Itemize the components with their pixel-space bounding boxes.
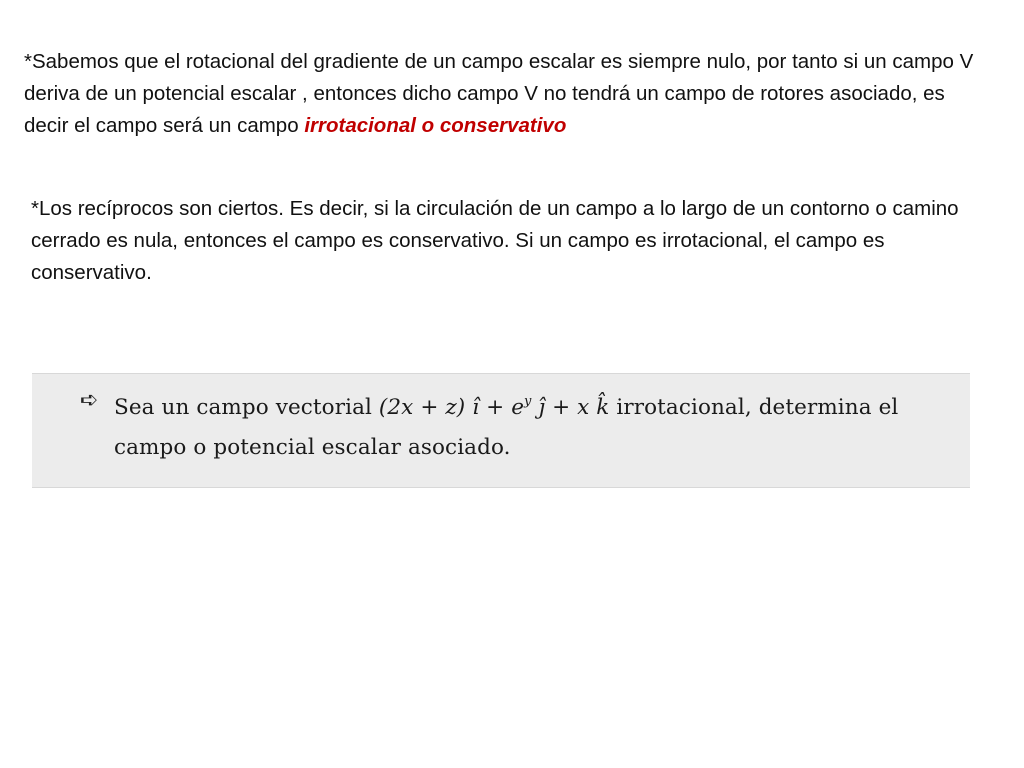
exercise-box: [32, 373, 970, 488]
exercise-intro: Sea un campo vectorial: [114, 395, 379, 420]
hand-pointer-icon: ➪: [80, 388, 99, 413]
paragraph-irrotational: [24, 46, 994, 142]
paragraph-irrotational-text: *Sabemos que el rotacional del gradiente de un campo escalar es siempre nulo, por tanto si un campo V deriva de un potencial escalar , entonces dicho campo V no tendrá un campo de rotores asociado, es decir el campo será un campo: [24, 50, 974, 137]
exercise-statement: [114, 382, 964, 468]
paragraph-reciprocals: *Los recíprocos son ciertos. Es decir, si la circulación de un campo a lo largo de un contorno o camino cerrado es nula, entonces el campo es conservativo. Si un campo es irrotacional, el campo es conservativo.: [31, 197, 959, 284]
vector-field-expression: [379, 395, 610, 420]
vector-field-exponent: y: [524, 394, 532, 409]
vector-field-part1: (2x + z) î + e: [378, 395, 525, 420]
vector-field-part2: ĵ + x k̂: [531, 395, 610, 420]
exercise-outro: irrotacional, determina el campo o potencial escalar asociado.: [114, 395, 899, 460]
highlight-irrotational-conservative: irrotacional o conservativo: [304, 114, 567, 137]
